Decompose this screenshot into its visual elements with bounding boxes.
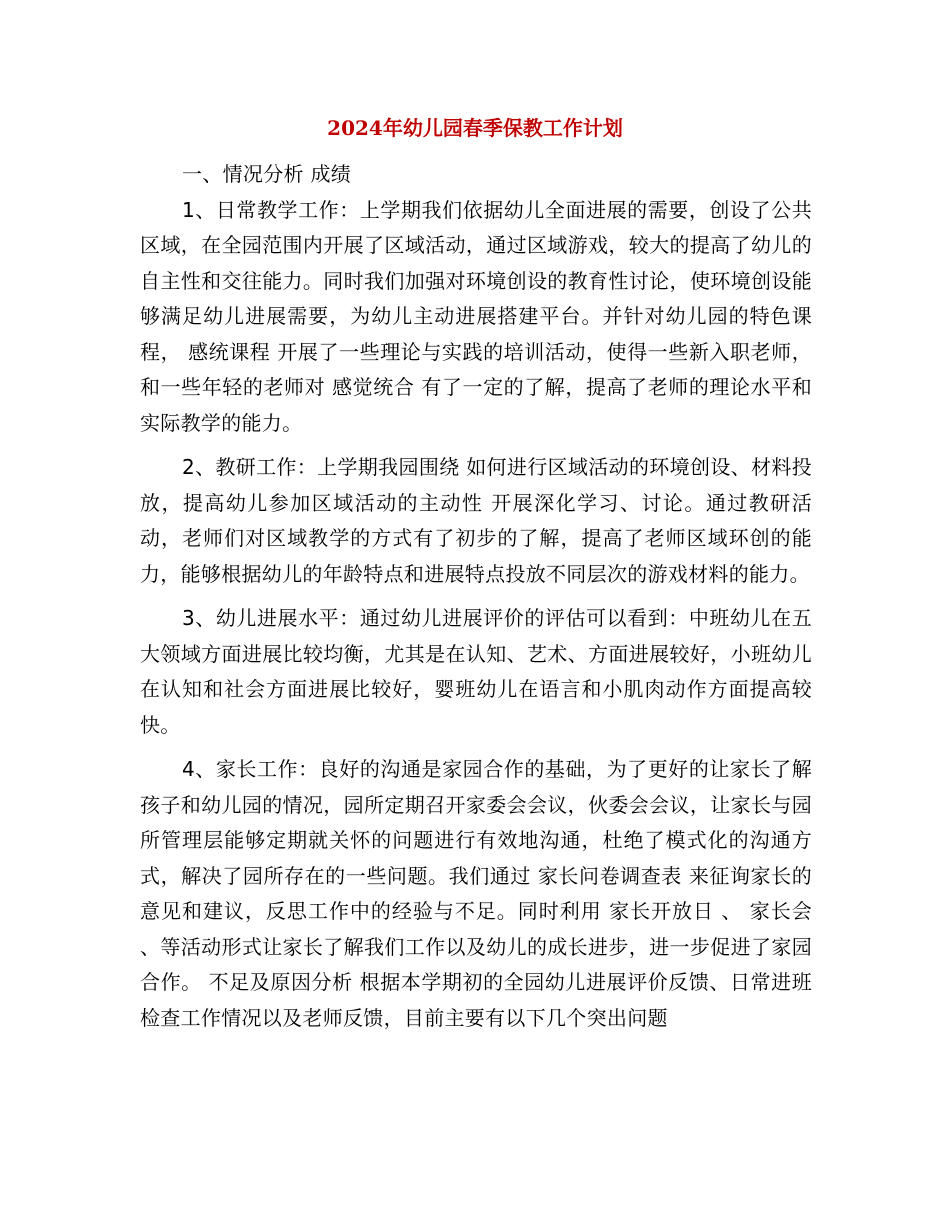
section-heading: 一、情况分析 成绩 xyxy=(182,162,352,186)
paragraph-teaching-research: 2、教研工作：上学期我园围绕 如何进行区域活动的环境创设、材料投放，提高幼儿参加区域活动的主动性 开展深化学习、讨论。通过教研活动，老师们对区域教学的方式有了初步的了解，提高了老师区域环创的能力，能够根据幼儿的年龄特点和进展特点投放不同层次的游戏材料的能力。 xyxy=(140,455,812,586)
paragraph-daily-teaching: 1、日常教学工作：上学期我们依据幼儿全面进展的需要，创设了公共区域，在全园范围内开展了区域活动，通过区域游戏，较大的提高了幼儿的自主性和交往能力。同时我们加强对环境创设的教育性讨论，使环境创设能够满足幼儿进展需要，为幼儿主动进展搭建平台。并针对幼儿园的特色课程， 感统课程 开展了一些理论与实践的培训活动，使得一些新入职老师，和一些年轻的老师对 感觉统合 有了一定的了解，提高了老师的理论水平和实际教学的能力。 xyxy=(140,197,812,435)
document-body xyxy=(140,157,812,1036)
paragraph-child-development: 3、幼儿进展水平：通过幼儿进展评价的评估可以看到：中班幼儿在五大领域方面进展比较均衡，尤其是在认知、艺术、方面进展较好，小班幼儿在认知和社会方面进展比较好，婴班幼儿在语言和小肌肉动作方面提高较快。 xyxy=(140,606,812,737)
paragraph-parent-work: 4、家长工作：良好的沟通是家园合作的基础，为了更好的让家长了解孩子和幼儿园的情况，园所定期召开家委会会议，伙委会会议，让家长与园所管理层能够定期就关怀的问题进行有效地沟通，杜绝了模式化的沟通方式，解决了园所存在的一些问题。我们通过 家长问卷调查表 来征询家长的意见和建议，反思工作中的经验与不足。同时利用 家长开放日 、 家长会 、等活动形式让家长了解我们工作以及幼儿的成长进步，进一步促进了家园合作。 不足及原因分析 根据本学期初的全园幼儿进展评价反馈、日常进班检查工作情况以及老师反馈，目前主要有以下几个突出问题 xyxy=(140,757,812,1030)
document-title: 2024年幼儿园春季保教工作计划 xyxy=(327,116,623,140)
